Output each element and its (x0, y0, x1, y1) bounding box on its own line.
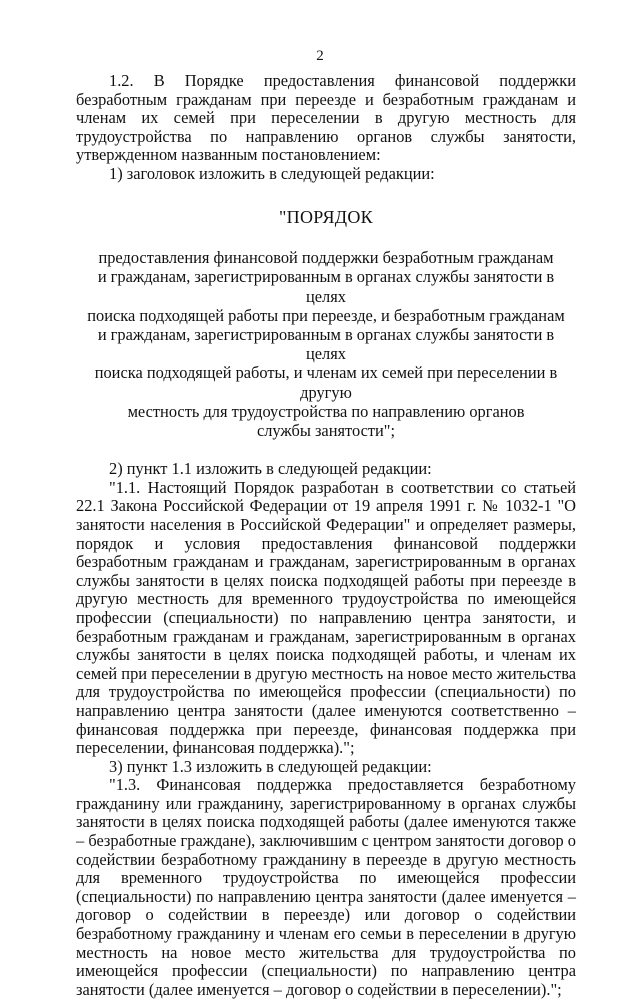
subtitle-line: службы занятости"; (256, 420, 396, 440)
document-subtitle (76, 248, 576, 440)
subtitle-line: поиска подходящей работы, и членам их семей при переселении в другую (94, 363, 558, 402)
paragraph-item-1: 1) заголовок изложить в следующей редакции: (109, 163, 435, 183)
subtitle-line: и гражданам, зарегистрированным в органах службы занятости в целях (97, 267, 555, 306)
subtitle-line: и гражданам, зарегистрированным в органах службы занятости в целях (97, 324, 555, 364)
paragraph-1-3-text: "1.3. Финансовая поддержка предоставляется безработному гражданину или гражданину, зарегистрированному в органах службы занятости в целях поиска подходящей работы (далее именуются также – безработные граждане), заключившим с центром занятости договор о содействии безработному гражданину в переезде в другую местность для временного трудоустройства по имеющейся профессии (специальности) по направлению центра занятости (далее именуется – договор о содействии в переезде) или договор о содействии безработному гражданину и членам его семьи в переселении в другую местность на новое место жительства для трудоустройства по имеющейся профессии (специальности) по направлению центра занятости (далее именуется – договор о содействии в переселении)."; (76, 775, 576, 999)
paragraph-1-1-text: "1.1. Настоящий Порядок разработан в соответствии со статьей 22.1 Закона Российской Федерации от 19 апреля 1991 г. № 1032-1 "О занятости населения в Российской Федерации" и определяет размеры, порядок и условия предоставления финансовой поддержки безработным гражданам и гражданам, зарегистрированным в органах службы занятости в целях поиска подходящей работы при переезде в другую местность для временного трудоустройства по имеющейся профессии (специальности) по направлению центра занятости, и безработным гражданам и гражданам, зарегистрированным в органах службы занятости в целях поиска подходящей работы, и членам их семей при переселении в другую местность на новое место жительства для трудоустройства по имеющейся профессии (специальности) по направлению центра занятости (далее именуются соответственно – финансовая поддержка при переезде, финансовая поддержка при переселении, финансовая поддержка)."; (76, 477, 576, 758)
page-number: 2 (316, 48, 324, 64)
subtitle-line: местность для трудоустройства по направлению органов (127, 401, 525, 421)
subtitle-line: предоставления финансовой поддержки безработным гражданам (98, 248, 554, 268)
paragraph-item-2: 2) пункт 1.1 изложить в следующей редакции: (109, 459, 432, 479)
paragraph-1-2: 1.2. В Порядке предоставления финансовой поддержки безработным гражданам при переезде и безработным гражданам и членам их семей при переселении в другую местность для трудоустройства по направлению органов службы занятости, утвержденном названным постановлением: (76, 71, 576, 165)
paragraph-item-3: 3) пункт 1.3 изложить в следующей редакции: (109, 756, 432, 776)
subtitle-line: поиска подходящей работы при переезде, и безработным гражданам (87, 305, 565, 325)
document-title: "ПОРЯДОК (279, 206, 373, 227)
document-body (76, 72, 576, 999)
